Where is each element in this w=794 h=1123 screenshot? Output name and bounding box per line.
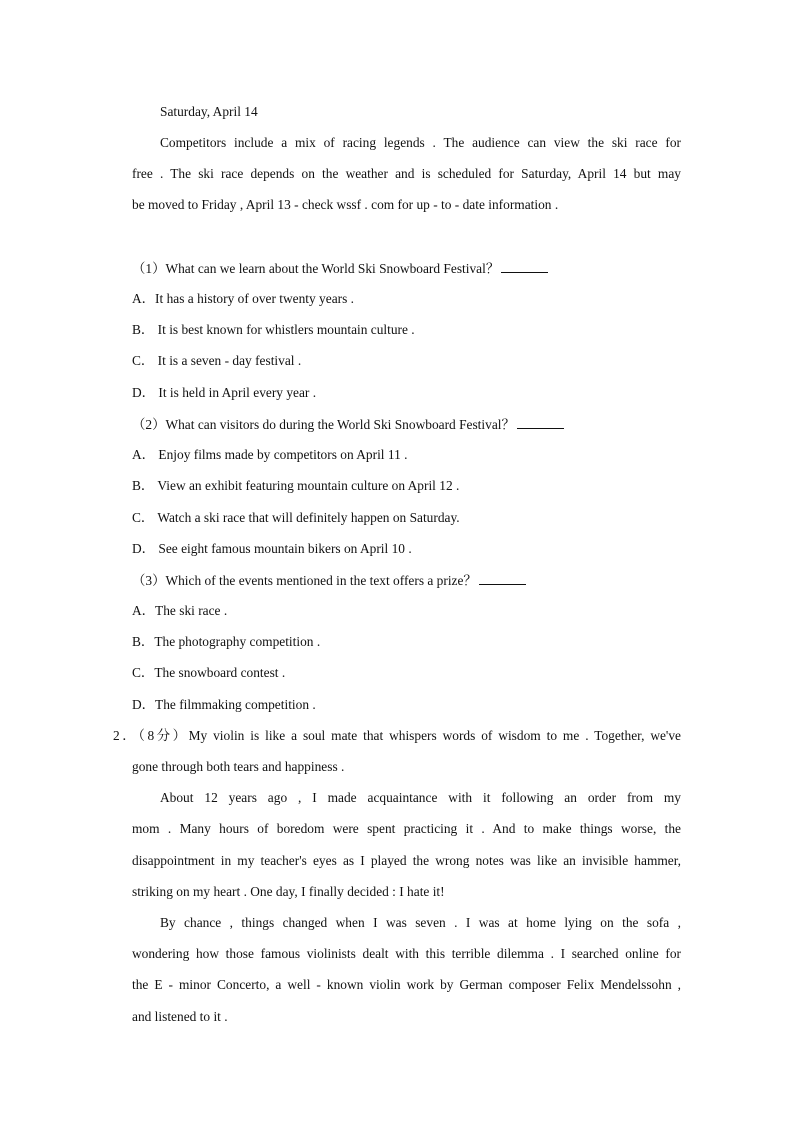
option-a: A．The ski race . xyxy=(132,603,228,618)
question-stem: （2）What can visitors do during the World Ski Snowboard Festival？ xyxy=(132,416,564,433)
passage-line: Competitors include a mix of racing legends . The audience can view the ski race for xyxy=(160,135,681,150)
answer-blank xyxy=(501,260,548,273)
passage-line: disappointment in my teacher's eyes as I played the wrong notes was like an invisible hammer, xyxy=(132,853,681,868)
answer-blank xyxy=(517,416,564,429)
question-2-intro: 2．（8分）My violin is like a soul mate that whispers words of wisdom to me . Together, we've xyxy=(113,728,681,743)
option-b: B． It is best known for whistlers mountain culture . xyxy=(132,322,415,337)
option-c: C．The snowboard contest . xyxy=(132,665,286,680)
passage-line: mom . Many hours of boredom were spent practicing it . And to make things worse, the xyxy=(132,821,681,836)
passage-line: By chance , things changed when I was seven . I was at home lying on the sofa , xyxy=(160,915,681,930)
option-d: D． It is held in April every year . xyxy=(132,385,317,400)
passage-line: free . The ski race depends on the weather and is scheduled for Saturday, April 14 but may xyxy=(132,166,681,181)
option-b: B．The photography competition . xyxy=(132,634,321,649)
question-stem: （1）What can we learn about the World Ski Snowboard Festival？ xyxy=(132,260,548,277)
date-line: Saturday, April 14 xyxy=(160,104,258,119)
passage-line: About 12 years ago , I made acquaintance with it following an order from my xyxy=(160,790,681,805)
question-stem: （3）Which of the events mentioned in the text offers a prize？ xyxy=(132,572,526,589)
passage-line: the E - minor Concerto, a well - known violin work by German composer Felix Mendelssohn , xyxy=(132,977,681,992)
question-points: （8分） xyxy=(138,728,189,743)
option-a: A．It has a history of over twenty years . xyxy=(132,291,355,306)
option-a: A． Enjoy films made by competitors on April 11 . xyxy=(132,447,408,462)
passage-line: wondering how those famous violinists dealt with this terrible dilemma . I searched online for xyxy=(132,946,681,961)
option-d: D．The filmmaking competition . xyxy=(132,697,316,712)
answer-blank xyxy=(479,572,526,585)
option-b: B． View an exhibit featuring mountain culture on April 12 . xyxy=(132,478,460,493)
option-c: C． Watch a ski race that will definitely happen on Saturday. xyxy=(132,510,460,525)
option-c: C． It is a seven - day festival . xyxy=(132,353,302,368)
option-d: D． See eight famous mountain bikers on April 10 . xyxy=(132,541,412,556)
passage-line: gone through both tears and happiness . xyxy=(132,759,345,774)
question-number: 2． xyxy=(113,728,139,743)
passage-line: and listened to it . xyxy=(132,1009,228,1024)
passage-line: striking on my heart . One day, I finally decided : I hate it! xyxy=(132,884,445,899)
passage-line: be moved to Friday , April 13 - check wssf . com for up - to - date information . xyxy=(132,197,559,212)
